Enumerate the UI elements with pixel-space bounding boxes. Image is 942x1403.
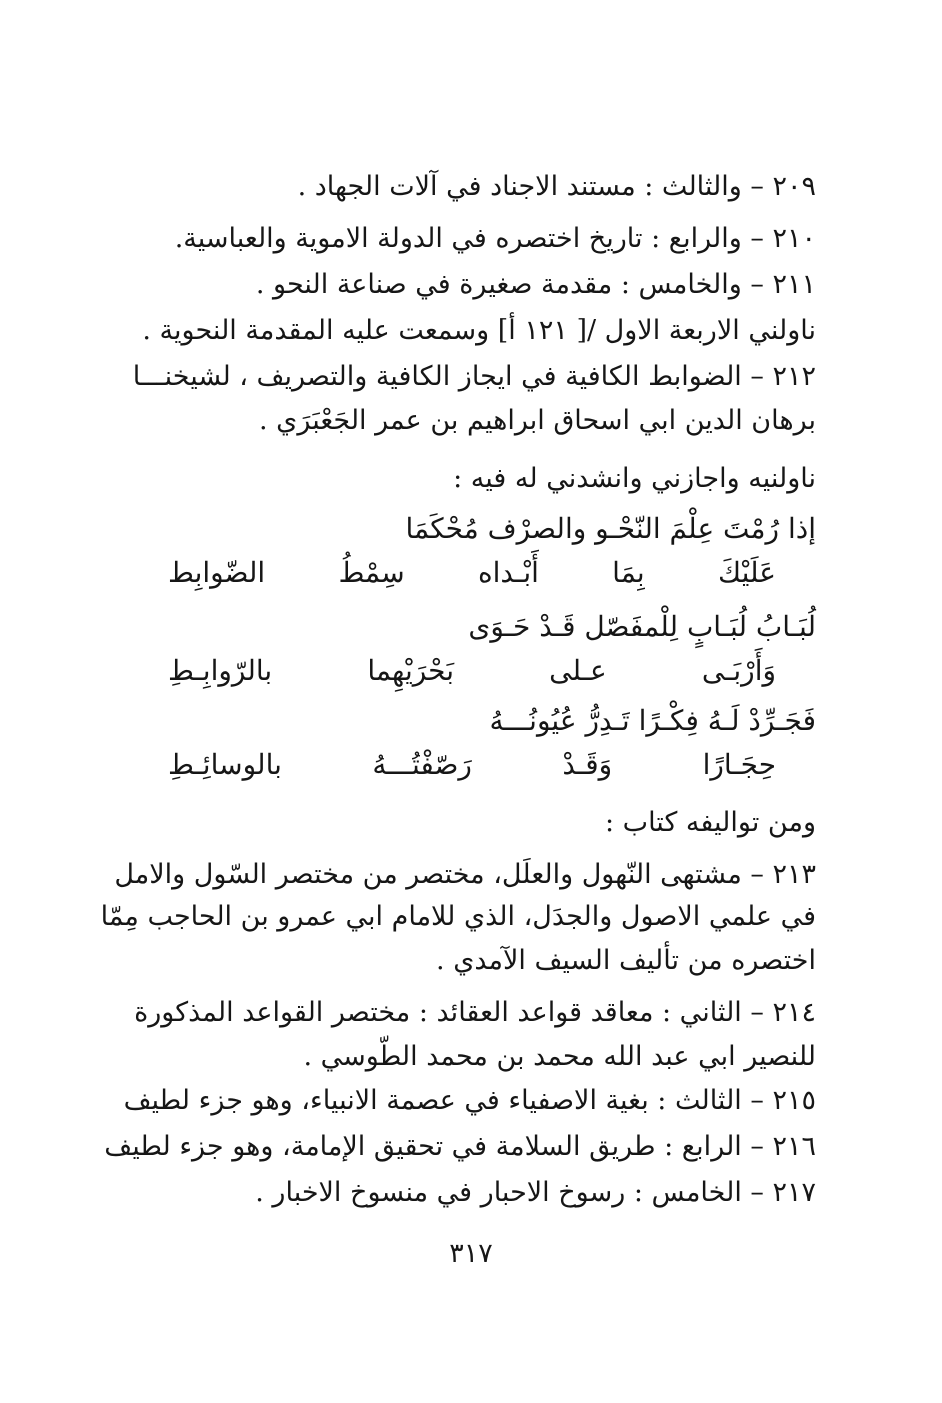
entry-213-continued-2: اختصره من تأليف السيف الآمدي . bbox=[436, 945, 816, 976]
entry-214-continued: للنصير ابي عبد الله محمد بن محمد الطّوسي . bbox=[303, 1041, 816, 1072]
entry-216: ٢١٦ – الرابع : طريق السلامة في تحقيق الإمامة، وهو جزء لطيف bbox=[104, 1131, 816, 1162]
entry-212: ٢١٢ – الضوابط الكافية في ايجاز الكافية والتصريف ، لشيخنـــا bbox=[132, 361, 816, 392]
entry-211: ٢١١ – والخامس : مقدمة صغيرة في صناعة النحو . bbox=[255, 269, 816, 300]
entry-215: ٢١٥ – الثالث : بغية الاصفياء في عصمة الانبياء، وهو جزء لطيف bbox=[123, 1085, 816, 1116]
note-line: ناولني الاربعة الاول /[ ١٢١ أ] وسمعت عليه المقدمة النحوية . bbox=[142, 315, 816, 346]
verse-2-second: وَأَرْبَـى عـلى بَحْرَيْهِما بالرّوابِـطِ bbox=[168, 654, 776, 687]
verse-2-first: لُبَـابُ لُبَـابٍ لِلْمفَصّل قَـدْ حَـوَى bbox=[468, 610, 816, 643]
verse-3-first: فَجَـرِّدْ لَـهُ فِكْـرًا تَـدِرُّ عُيُونُـــهُ bbox=[489, 704, 816, 737]
entry-217: ٢١٧ – الخامس : رسوخ الاحبار في منسوخ الاخبار . bbox=[255, 1177, 816, 1208]
entry-213-continued-1: في علمي الاصول والجدَل، الذي للامام ابي عمرو بن الحاجب مِمّا bbox=[100, 901, 816, 932]
entry-210: ٢١٠ – والرابع : تاريخ اختصره في الدولة الاموية والعباسية. bbox=[174, 223, 816, 254]
page-number: ٣١٧ bbox=[449, 1238, 493, 1269]
entry-209: ٢٠٩ – والثالث : مستند الاجناد في آلات الجهاد . bbox=[297, 171, 816, 202]
entry-214: ٢١٤ – الثاني : معاقد قواعد العقائد : مختصر القواعد المذكورة bbox=[134, 997, 816, 1028]
verse-1-first: إذا رُمْتَ عِلْمَ النّحْـو والصرْف مُحْكَمَا bbox=[405, 512, 816, 545]
entry-212-continued: برهان الدين ابي اسحاق ابراهيم بن عمر الجَعْبَرَي . bbox=[259, 405, 816, 436]
intro-line: ناولنيه واجازني وانشدني له فيه : bbox=[453, 463, 816, 494]
works-heading: ومن تواليفه كتاب : bbox=[604, 807, 816, 838]
verse-3-second: حِجَـارًا وَقَـدْ رَصّفْتُـــهُ بالوسائِـطِ bbox=[168, 748, 776, 781]
verse-1-second: عَلَيْكَ بِمَا أَبْـداه سِمْطُ الضّوابِط bbox=[168, 556, 776, 589]
entry-213: ٢١٣ – مشتهى النّهول والعلَل، مختصر من مختصر السّول والامل bbox=[114, 859, 816, 890]
